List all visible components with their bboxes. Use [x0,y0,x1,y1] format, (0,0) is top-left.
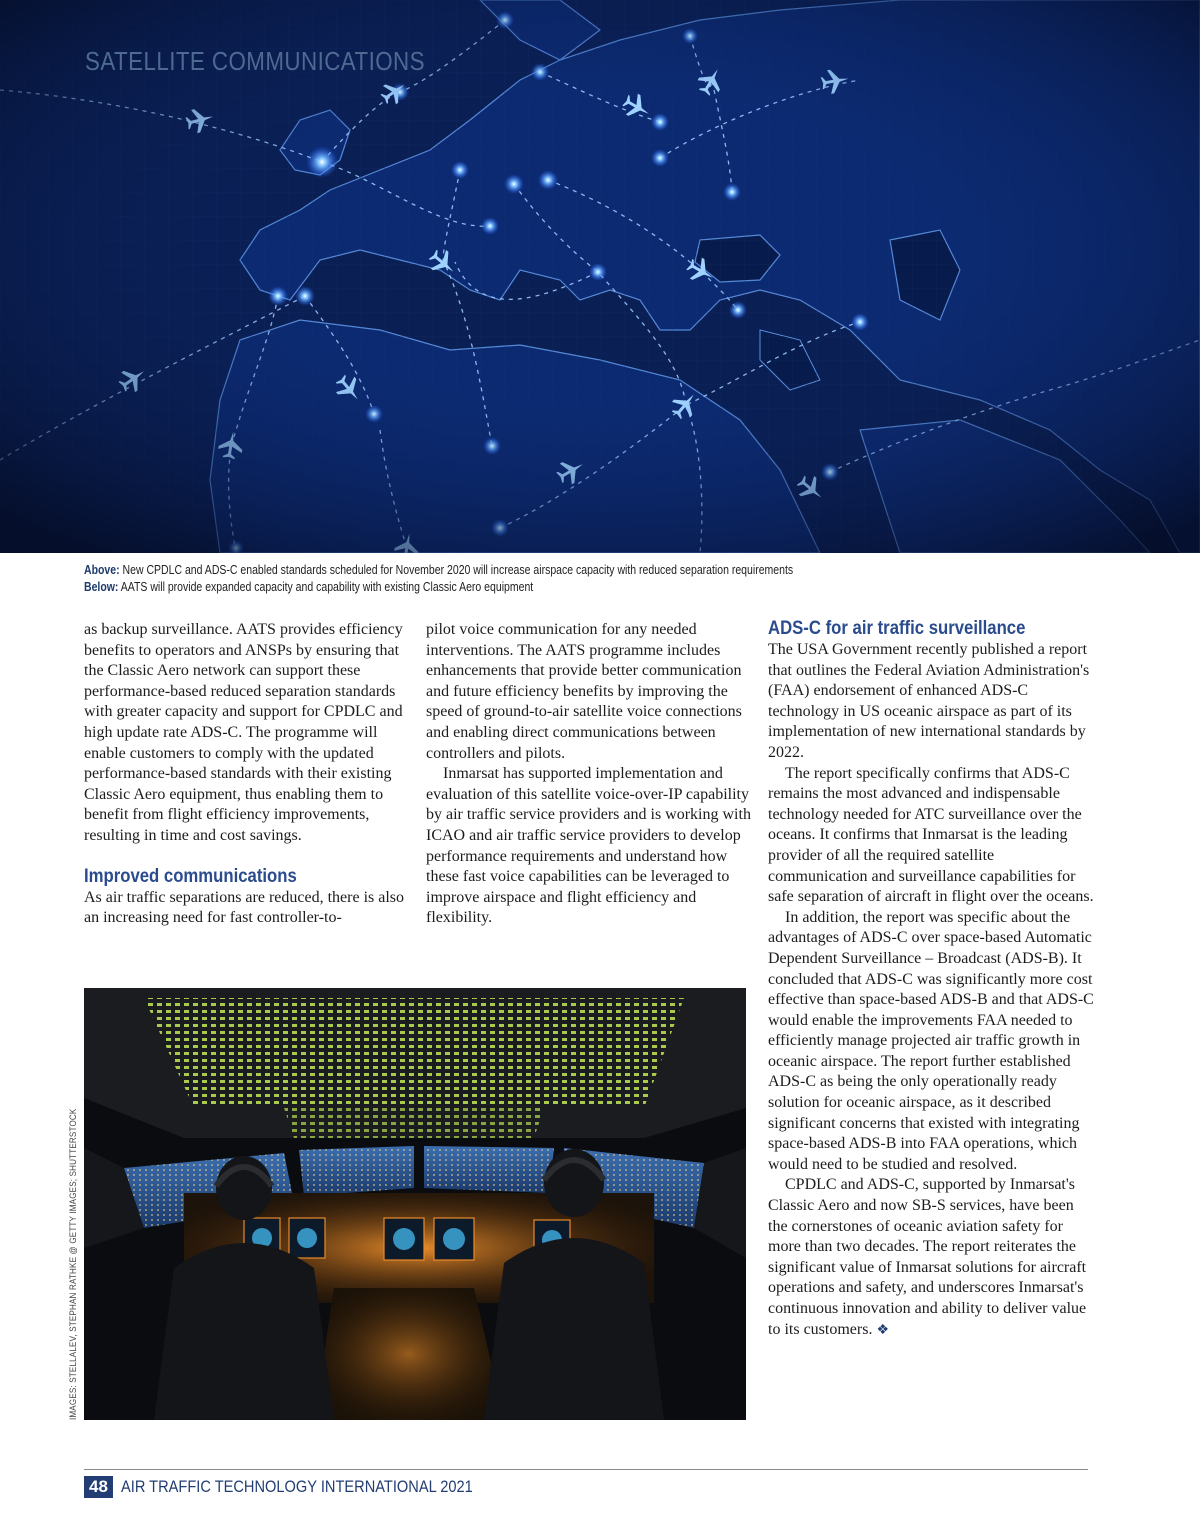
col1-paragraph-2: As air traffic separations are reduced, there is also an increasing need for fast controller-to- [84,888,405,927]
article-column-2 [426,620,752,929]
article-column-3 [768,618,1094,1341]
hero-map-image [0,0,1200,553]
col2-paragraph-2: Inmarsat has supported implementation and evaluation of this satellite voice-over-IP capability by air traffic service providers and is working with ICAO and air traffic service providers to develop performance requirements and understand how these fast voice capabilities can be leveraged to improve airspace and flight efficiency and flexibility. [426,765,751,927]
caption-above-text: New CPDLC and ADS-C enabled standards scheduled for November 2020 will increase airspace capacity with reduced separation requirements [122,563,794,577]
cockpit-illustration [84,988,746,1420]
caption-below [84,579,924,596]
page-number: 48 [84,1476,113,1498]
caption-below-text: AATS will provide expanded capacity and capability with existing Classic Aero equipment [120,580,534,594]
publication-name: AIR TRAFFIC TECHNOLOGY INTERNATIONAL 2021 [120,1477,473,1496]
col3-paragraph-4 [768,1175,1094,1341]
col3-paragraph-2: The report specifically confirms that ADS-C remains the most advanced and indispensable technology needed for ATC surveillance over the oceans. It confirms that Inmarsat is the leading provider of all the required satellite communication and surveillance capabilities for safe separation of aircraft in flight over the oceans. [768,764,1094,906]
caption-above-label: Above: [84,563,120,577]
map-illustration [0,0,1200,553]
col2-paragraph-1: pilot voice communication for any needed interventions. The AATS programme includes enhancements that provide better communication and future efficiency benefits by improving the speed of ground-to-air satellite voice connections and enabling direct communications between controllers and pilots. [426,621,742,762]
article-column-1 [84,620,410,929]
photo-credit: IMAGES: STELLALEV, STEPHAN RATHKE @ GETTY IMAGES; SHUTTERSTOCK [68,1108,79,1420]
col3-paragraph-1: The USA Government recently published a report that outlines the Federal Aviation Administration's (FAA) endorsement of enhanced ADS-C technology in US oceanic airspace as part of its implementation of new international standards by 2022. [768,641,1090,761]
col1-paragraph-1: as backup surveillance. AATS provides efficiency benefits to operators and ANSPs by ensuring that the Classic Aero network can support these performance-based reduced separation standards with greater capacity and support for CPDLC and high update rate ADS-C. The programme will enable customers to comply with the updated performance-based standards with their existing Classic Aero equipment, thus enabling them to benefit from flight efficiency improvements, resulting in time and cost savings. [84,621,403,844]
col3-paragraph-3: In addition, the report was specific about the advantages of ADS-C over space-based Automatic Dependent Surveillance – Broadcast (ADS-B). It concluded that ADS-C was significantly more cost effective than space-based ADS-B and that ADS-C would enable the improvements FAA needed to efficiently manage projected air traffic growth in oceanic airspace. The report further established ADS-C as being the only operationally ready solution for oceanic airspace, as it described significant concerns that existed with integrating space-based ADS-B into FAA operations, which would need to be studied and resolved. [768,908,1094,1173]
caption-above [84,562,924,579]
heading-ads-c-surveillance: ADS-C for air traffic surveillance [768,618,1026,639]
section-label: SATELLITE COMMUNICATIONS [85,46,425,76]
cockpit-photo [84,988,746,1420]
image-captions [84,562,1084,596]
caption-below-label: Below: [84,580,119,594]
footer-rule [84,1469,1088,1470]
heading-improved-communications: Improved communications [84,865,297,887]
diamond-endmark-icon: ❖ [876,1322,889,1338]
col3-paragraph-4-text: CPDLC and ADS-C, supported by Inmarsat's Classic Aero and now SB-S services, have been the cornerstones of oceanic aviation safety for more than two decades. The report reiterates the significant value of Inmarsat solutions for aircraft operations and safety, and underscores Inmarsat's continuous innovation and ability to deliver value to its customers. [768,1176,1087,1338]
page-footer [84,1475,530,1499]
